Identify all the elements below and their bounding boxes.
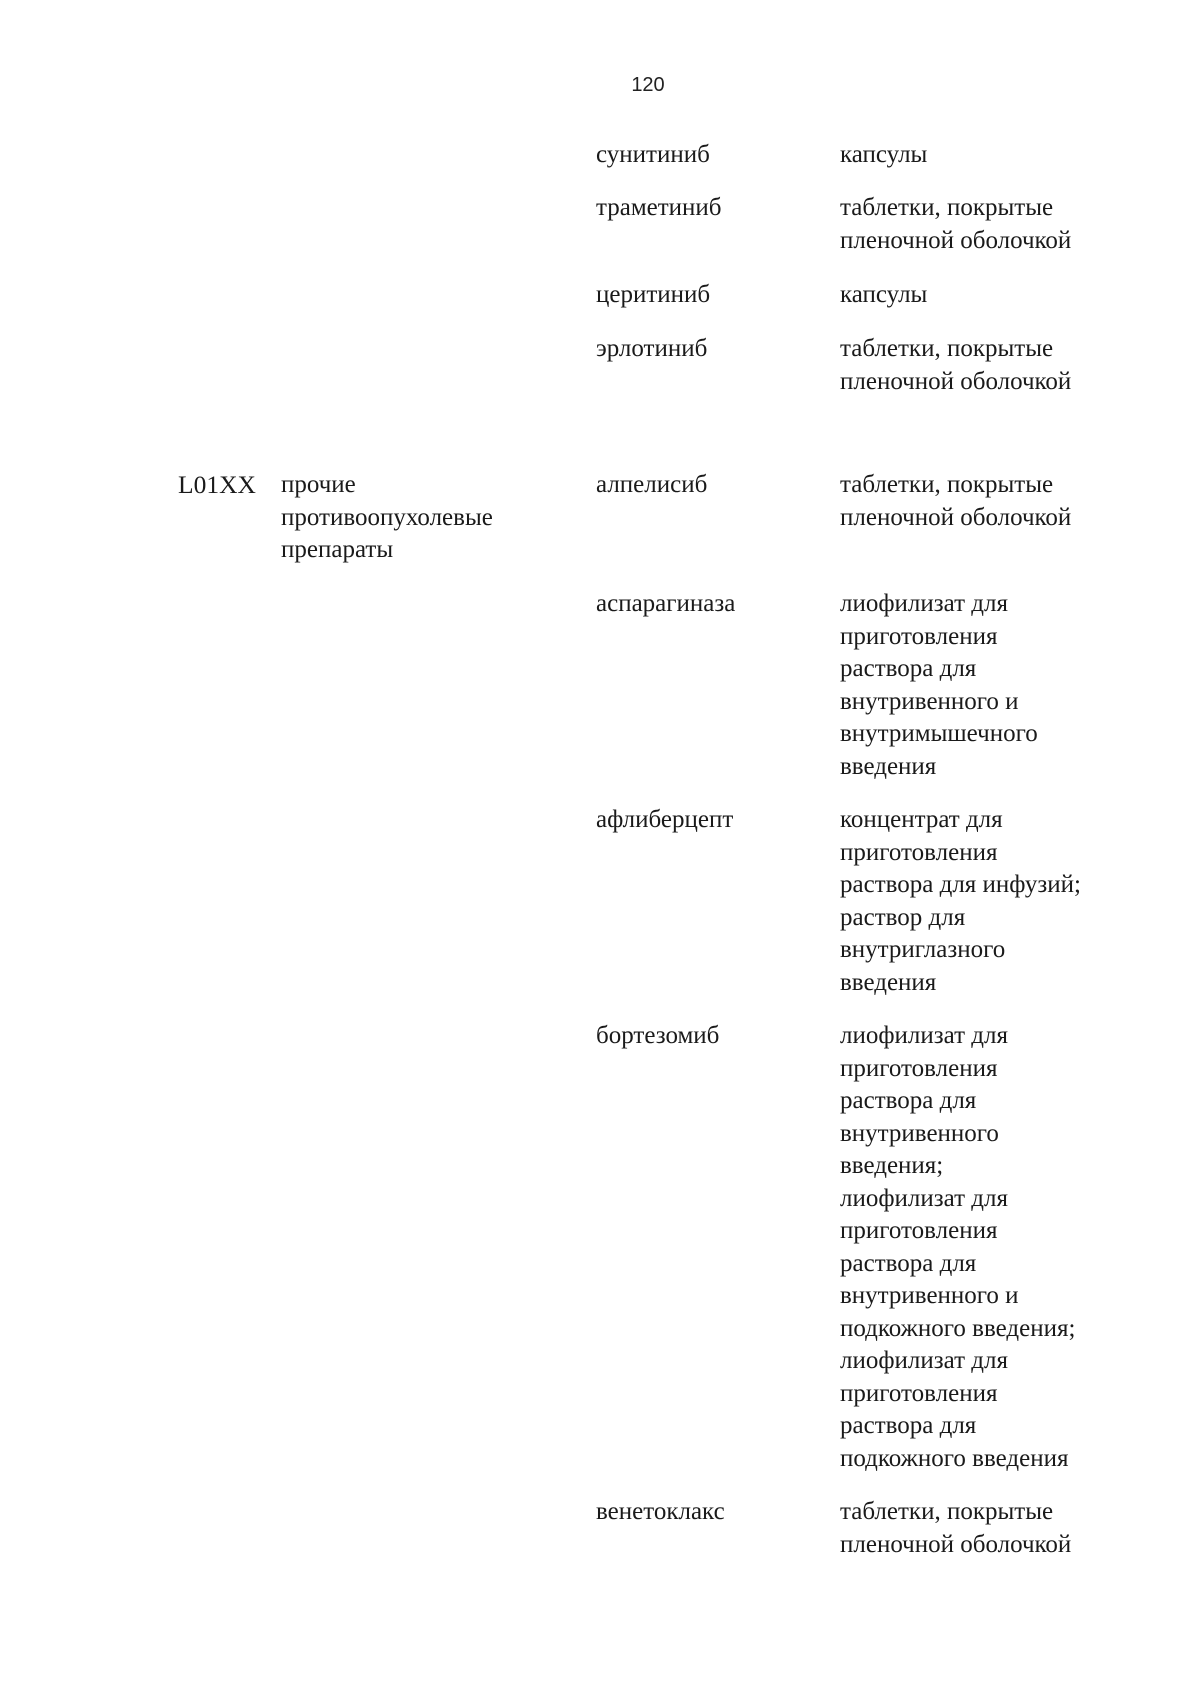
drug-name: венетоклакс — [596, 1498, 725, 1525]
drug-name: церитиниб — [596, 281, 711, 308]
dosage-form: концентрат для приготовления раствора для инфузий; раствор для внутриглазного введения — [840, 806, 1081, 996]
drug-name: эрлотиниб — [596, 335, 708, 362]
atc-group-name: прочие противоопухолевые препараты — [281, 471, 493, 563]
dosage-form: лиофилизат для приготовления раствора для внутривенного и внутримышечного введения — [840, 590, 1038, 780]
page-number: 120 — [631, 74, 665, 96]
dosage-form: лиофилизат для приготовления раствора для внутривенного введения; лиофилизат для приготовления раствора для внутривенного и подкожного введения; лиофилизат для приготовления раствора для подкожного введения — [840, 1022, 1076, 1472]
dosage-form: таблетки, покрытые пленочной оболочкой — [840, 335, 1072, 395]
dosage-form: таблетки, покрытые пленочной оболочкой — [840, 194, 1072, 254]
drug-name: афлиберцепт — [596, 806, 734, 833]
drug-name: аспарагиназа — [596, 590, 736, 617]
drug-name: алпелисиб — [596, 471, 708, 498]
drug-name: сунитиниб — [596, 141, 710, 168]
dosage-form: таблетки, покрытые пленочной оболочкой — [840, 1498, 1072, 1558]
dosage-form: капсулы — [840, 141, 928, 168]
dosage-form: капсулы — [840, 281, 928, 308]
drug-name: бортезомиб — [596, 1022, 720, 1049]
dosage-form: таблетки, покрытые пленочной оболочкой — [840, 471, 1072, 531]
drug-name: траметиниб — [596, 194, 722, 221]
atc-code: L01XX — [178, 470, 256, 499]
